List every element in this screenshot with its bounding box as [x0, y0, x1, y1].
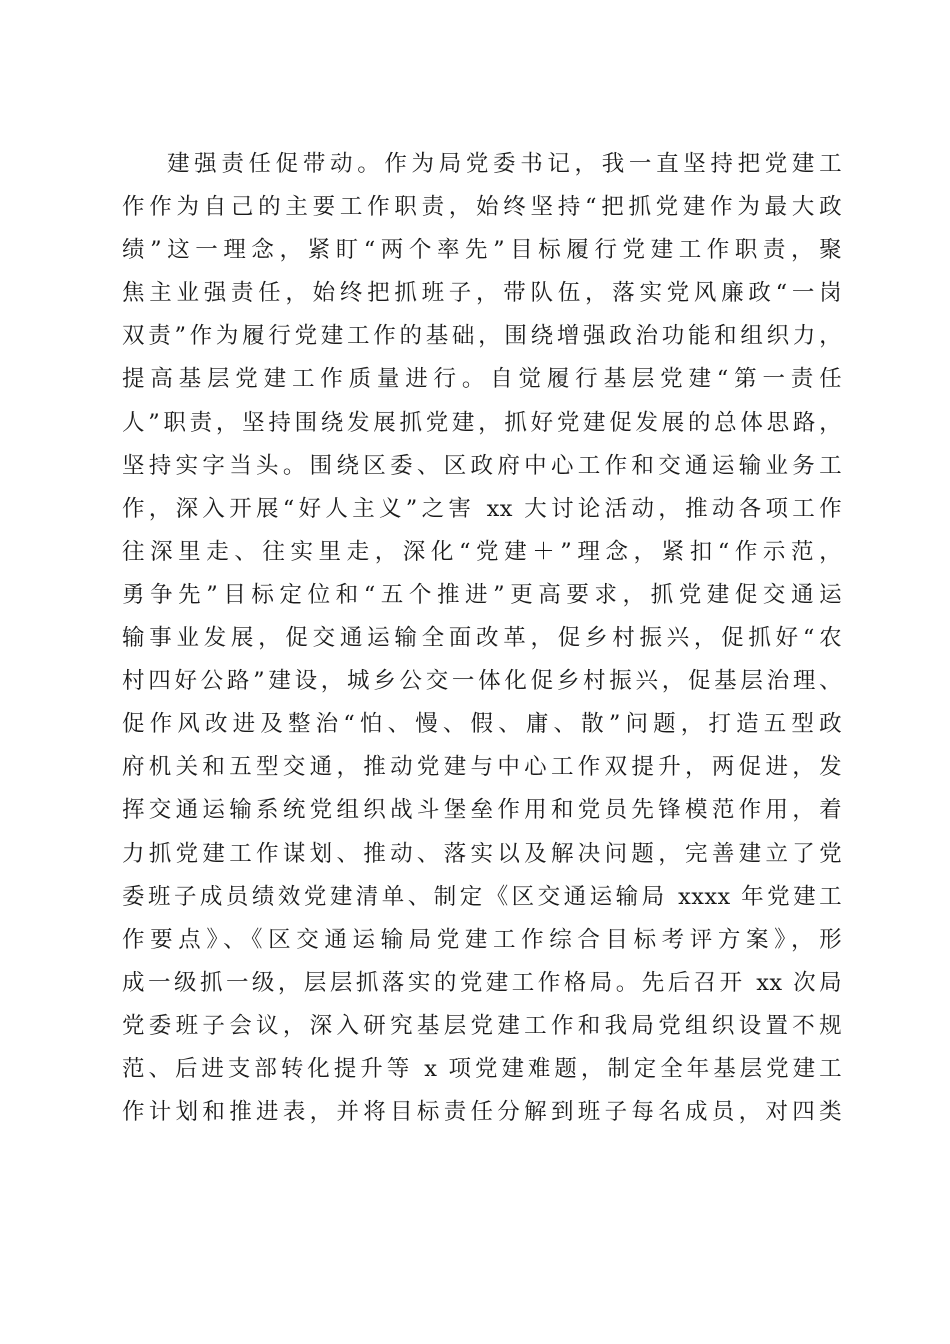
- paragraph-line: 双责”作为履行党建工作的基础，围绕增强政治功能和组织力，: [122, 323, 842, 350]
- paragraph-line: 村四好公路”建设，城乡公交一体化促乡村振兴，促基层治理、: [122, 668, 842, 695]
- paragraph-line: 促作风改进及整治“怕、慢、假、庸、散”问题，打造五型政: [122, 711, 842, 738]
- paragraph-line: 挥交通运输系统党组织战斗堡垒作用和党员先锋模范作用，着: [122, 797, 842, 824]
- paragraph-line: 坚持实字当头。围绕区委、区政府中心工作和交通运输业务工: [122, 452, 842, 479]
- paragraph-line: 建强责任促带动。作为局党委书记，我一直坚持把党建工: [167, 151, 842, 177]
- paragraph-line: 党委班子会议，深入研究基层党建工作和我局党组织设置不规: [122, 1012, 842, 1039]
- paragraph-line: 提高基层党建工作质量进行。自觉履行基层党建“第一责任: [122, 366, 842, 393]
- paragraph-line: 输事业发展，促交通运输全面改革，促乡村振兴，促抓好“农: [122, 625, 842, 652]
- paragraph-line: 往深里走、往实里走，深化“党建＋”理念，紧扣“作示范，: [122, 538, 842, 565]
- paragraph-line: 绩”这一理念，紧盯“两个率先”目标履行党建工作职责，聚: [122, 237, 842, 264]
- paragraph-line: 委班子成员绩效党建清单、制定《区交通运输局 xxxx 年党建工: [122, 883, 842, 910]
- paragraph-line: 成一级抓一级，层层抓落实的党建工作格局。先后召开 xx 次局: [122, 969, 842, 996]
- paragraph-line: 作，深入开展“好人主义”之害 xx 大讨论活动，推动各项工作: [122, 495, 842, 522]
- paragraph-line: 作要点》、《区交通运输局党建工作综合目标考评方案》，形: [122, 926, 842, 953]
- paragraph-line: 作作为自己的主要工作职责，始终坚持“把抓党建作为最大政: [122, 194, 842, 221]
- paragraph-line: 焦主业强责任，始终把抓班子，带队伍，落实党风廉政“一岗: [122, 280, 842, 307]
- paragraph-line: 力抓党建工作谋划、推动、落实以及解决问题，完善建立了党: [122, 840, 842, 867]
- paragraph-line: 勇争先”目标定位和“五个推进”更高要求，抓党建促交通运: [122, 581, 842, 608]
- paragraph-line: 府机关和五型交通，推动党建与中心工作双提升，两促进，发: [122, 754, 842, 781]
- body-paragraph: [122, 143, 842, 1134]
- paragraph-line: 范、后进支部转化提升等 x 项党建难题，制定全年基层党建工: [122, 1055, 842, 1082]
- paragraph-line: 人”职责，坚持围绕发展抓党建，抓好党建促发展的总体思路，: [122, 409, 842, 436]
- paragraph-line: 作计划和推进表，并将目标责任分解到班子每名成员，对四类: [122, 1099, 842, 1126]
